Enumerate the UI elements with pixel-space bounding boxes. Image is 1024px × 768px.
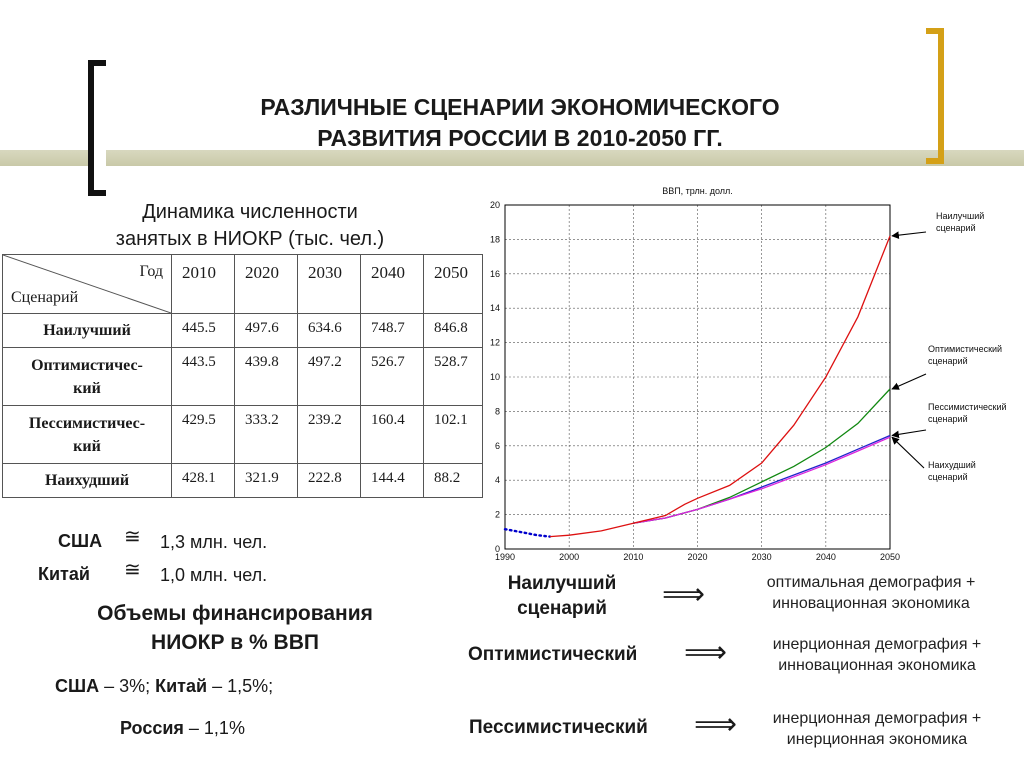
table-cell: 222.8 bbox=[298, 464, 361, 498]
chart-title: ВВП, трлн. долл. bbox=[662, 186, 733, 196]
y-tick-label: 8 bbox=[494, 406, 500, 417]
table-row bbox=[3, 464, 483, 498]
annotation-arrow bbox=[892, 430, 926, 435]
y-tick-label: 16 bbox=[489, 268, 500, 279]
financing-china-value: – 1,5%; bbox=[207, 676, 274, 696]
chart-annotations bbox=[892, 211, 1007, 482]
y-tick-label: 20 bbox=[489, 200, 500, 210]
china-label: Китай bbox=[38, 564, 90, 584]
best-scenario-label-line-1: Наилучший bbox=[507, 573, 617, 594]
row-label bbox=[3, 464, 172, 498]
pessimistic-scenario-description-line-2: инерционная экономика bbox=[786, 731, 968, 748]
table-cell: 445.5 bbox=[172, 314, 235, 348]
y-tick-label: 10 bbox=[489, 372, 500, 382]
annotation-label: Пессимистический bbox=[928, 402, 1007, 412]
table-cell: 88.2 bbox=[424, 464, 483, 498]
financing-usa-label: США bbox=[55, 676, 100, 696]
y-tick-label: 14 bbox=[489, 303, 500, 314]
pessimistic-scenario-description-line-1: инерционная демография + bbox=[772, 710, 982, 727]
table-heading bbox=[60, 199, 440, 253]
row-label bbox=[3, 348, 172, 406]
chart-ticks bbox=[490, 200, 900, 562]
table-cell: 443.5 bbox=[172, 348, 235, 406]
table-cell: 439.8 bbox=[235, 348, 298, 406]
financing-russia-value: – 1,1% bbox=[183, 718, 245, 738]
row-label bbox=[3, 406, 172, 464]
table-cell: 429.5 bbox=[172, 406, 235, 464]
annotation-arrow bbox=[892, 232, 926, 236]
financing-usa-china-line bbox=[55, 676, 273, 697]
year-header: 2040 bbox=[361, 255, 424, 314]
rd-employment-table bbox=[2, 254, 483, 498]
best-scenario-description-line-1: оптимальная демография + bbox=[766, 574, 976, 591]
table-cell: 428.1 bbox=[172, 464, 235, 498]
row-label-text: кий bbox=[73, 379, 101, 397]
best-scenario-description-line-2: инновационная экономика bbox=[772, 595, 970, 612]
table-heading-line-2: занятых в НИОКР (тыс. чел.) bbox=[115, 228, 385, 250]
right-bracket-decoration bbox=[926, 28, 944, 164]
best-scenario-label bbox=[487, 571, 637, 621]
annotation-label: Наилучший bbox=[936, 211, 985, 221]
table-cell: 634.6 bbox=[298, 314, 361, 348]
table-cell: 528.7 bbox=[424, 348, 483, 406]
annotation-arrow bbox=[892, 437, 924, 468]
gdp-chart bbox=[478, 182, 1024, 568]
y-tick-label: 0 bbox=[494, 544, 500, 554]
table-cell: 526.7 bbox=[361, 348, 424, 406]
implies-arrow-icon: ⟹ bbox=[694, 708, 738, 741]
financing-heading-line-2: НИОКР в % ВВП bbox=[151, 631, 319, 654]
optimistic-scenario-description-line-1: инерционная демография + bbox=[772, 636, 982, 653]
china-value: 1,0 млн. чел. bbox=[160, 565, 268, 585]
financing-china-label: Китай bbox=[155, 676, 208, 696]
table-cell: 497.2 bbox=[298, 348, 361, 406]
table-cell: 239.2 bbox=[298, 406, 361, 464]
best-scenario-description bbox=[730, 572, 1012, 614]
financing-heading bbox=[40, 599, 430, 657]
table-cell: 333.2 bbox=[235, 406, 298, 464]
optimistic-scenario-label: Оптимистический bbox=[468, 644, 638, 665]
corner-year-label: Год bbox=[139, 263, 163, 280]
financing-usa-value: – 3%; bbox=[99, 676, 156, 696]
year-header: 2020 bbox=[235, 255, 298, 314]
x-tick-label: 2030 bbox=[751, 552, 772, 562]
x-tick-label: 2050 bbox=[879, 552, 901, 562]
historical-series-line bbox=[505, 529, 550, 536]
chart-grid bbox=[505, 205, 890, 549]
slide-title-line-1: РАЗЛИЧНЫЕ СЦЕНАРИИ ЭКОНОМИЧЕСКОГО bbox=[260, 94, 780, 120]
approx-icon: ≅ bbox=[124, 526, 141, 548]
table-row bbox=[3, 314, 483, 348]
optimistic-scenario-description-line-2: инновационная экономика bbox=[778, 657, 976, 674]
x-tick-label: 2000 bbox=[559, 552, 580, 562]
slide-title-line-2: РАЗВИТИЯ РОССИИ В 2010-2050 ГГ. bbox=[317, 125, 723, 151]
financing-russia-label: Россия bbox=[120, 718, 184, 738]
table-corner-cell bbox=[3, 255, 172, 314]
corner-scenario-label: Сценарий bbox=[11, 289, 79, 306]
financing-russia-line bbox=[120, 718, 245, 739]
annotation-label: сценарий bbox=[928, 414, 968, 424]
year-header: 2010 bbox=[172, 255, 235, 314]
usa-value: 1,3 млн. чел. bbox=[160, 532, 268, 552]
row-label-text: Оптимистичес- bbox=[31, 356, 143, 374]
financing-heading-line-1: Объемы финансирования bbox=[97, 602, 373, 625]
usa-label: США bbox=[58, 531, 103, 551]
annotation-label: сценарий bbox=[936, 223, 976, 233]
row-label-text: Наилучший bbox=[43, 322, 131, 339]
annotation-label: сценарий bbox=[928, 472, 968, 482]
optimistic-scenario-description bbox=[736, 634, 1018, 676]
table-cell: 321.9 bbox=[235, 464, 298, 498]
year-header: 2050 bbox=[424, 255, 483, 314]
x-tick-label: 2020 bbox=[687, 552, 708, 562]
annotation-label: Оптимистический bbox=[928, 344, 1003, 354]
scenario-series-line bbox=[550, 236, 890, 537]
y-tick-label: 4 bbox=[494, 475, 500, 486]
pessimistic-scenario-label: Пессимистический bbox=[469, 717, 648, 738]
left-bracket-decoration bbox=[88, 60, 106, 196]
y-tick-label: 2 bbox=[494, 509, 500, 520]
table-row bbox=[3, 348, 483, 406]
table-cell: 748.7 bbox=[361, 314, 424, 348]
x-tick-label: 2010 bbox=[623, 552, 644, 562]
row-label-text: кий bbox=[73, 437, 101, 455]
annotation-label: Наихудший bbox=[928, 460, 976, 470]
slide-title bbox=[130, 92, 910, 154]
row-label-text: Наихудший bbox=[44, 472, 130, 489]
table-cell: 144.4 bbox=[361, 464, 424, 498]
table-cell: 160.4 bbox=[361, 406, 424, 464]
table-cell: 102.1 bbox=[424, 406, 483, 464]
row-label-text: Пессимистичес- bbox=[28, 414, 146, 432]
annotation-label: сценарий bbox=[928, 356, 968, 366]
implies-arrow-icon: ⟹ bbox=[684, 636, 728, 669]
y-tick-label: 18 bbox=[489, 234, 500, 245]
approx-icon: ≅ bbox=[124, 559, 141, 581]
annotation-arrow bbox=[892, 374, 926, 389]
table-header-row bbox=[3, 255, 483, 314]
table-row bbox=[3, 406, 483, 464]
implies-arrow-icon: ⟹ bbox=[662, 578, 706, 611]
table-heading-line-1: Динамика численности bbox=[142, 201, 358, 223]
pessimistic-scenario-description bbox=[736, 708, 1018, 750]
best-scenario-label-line-2: сценарий bbox=[517, 598, 607, 619]
row-label bbox=[3, 314, 172, 348]
x-tick-label: 1990 bbox=[494, 552, 516, 562]
y-tick-label: 12 bbox=[489, 337, 500, 348]
x-tick-label: 2040 bbox=[815, 552, 836, 562]
y-tick-label: 6 bbox=[494, 440, 500, 451]
table-cell: 497.6 bbox=[235, 314, 298, 348]
year-header: 2030 bbox=[298, 255, 361, 314]
table-cell: 846.8 bbox=[424, 314, 483, 348]
